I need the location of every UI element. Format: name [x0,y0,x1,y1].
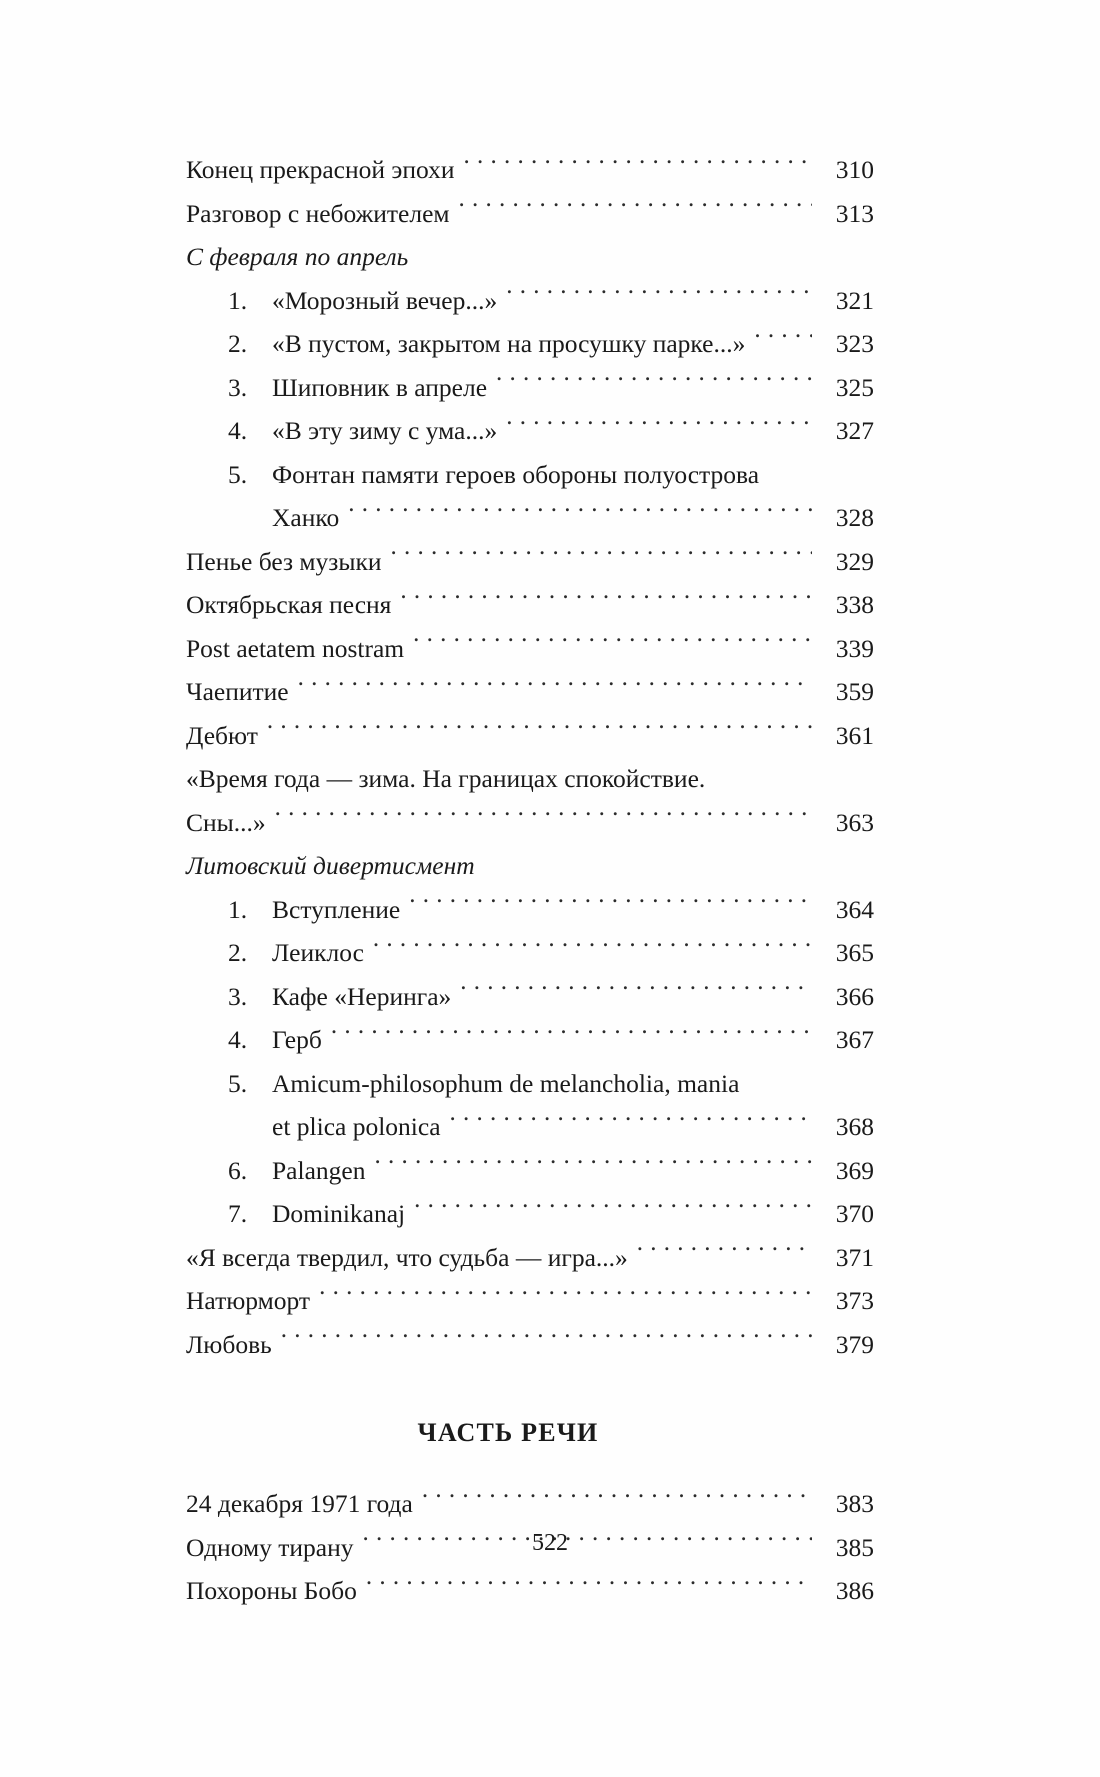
toc-entry-page: 386 [835,1576,874,1605]
toc-entry-title: Post aetatem nostram [186,633,405,663]
toc-entry-title: Похороны Бобо [186,1576,357,1605]
toc-entry-page: 310 [835,155,874,184]
toc-entry[interactable] [186,583,874,627]
toc-entry[interactable] [186,1192,874,1236]
toc-entry-number: 2. [228,329,248,358]
toc-entry-page: 361 [835,720,874,750]
toc-entry[interactable] [186,366,874,410]
toc-entry-page: 329 [835,546,874,576]
toc-entry-number: 3. [228,981,248,1011]
dot-leader [373,936,812,962]
dot-leader [637,1240,812,1266]
dot-leader [331,1023,812,1049]
toc-entry-title: Кафе «Неринга» [272,981,452,1011]
toc-entry-page: 364 [835,894,874,924]
toc-entry-number: 1. [228,285,248,315]
toc-entry-page: 365 [835,938,874,967]
toc-entry-title: Чаепитие [186,677,289,706]
toc-entry-page: 339 [835,633,874,663]
toc-entry-title: Леиклос [272,938,364,967]
toc-entry[interactable] [186,279,874,323]
toc-entry[interactable] [186,975,874,1019]
dot-leader [409,892,812,918]
toc-entry-page: 359 [835,677,874,706]
dot-leader [460,979,812,1005]
toc-entry-page: 366 [835,981,874,1011]
toc-entry-title: Натюрморт [186,1286,311,1315]
toc-entry-page: 327 [835,416,874,445]
toc-entry-continuation[interactable] [186,496,874,540]
toc-entry[interactable] [186,888,874,932]
dot-leader [413,631,812,657]
toc-entry-title: Одному тирану [186,1532,354,1562]
toc-entry[interactable] [186,1018,874,1062]
toc-entry-page: 323 [835,329,874,358]
toc-entry-title: Dominikanaj [272,1199,406,1228]
toc-entry-title: «Время года — зима. На границах спокойствие. [186,764,706,793]
toc-entry-page: 385 [835,1532,874,1562]
dot-leader [391,544,812,570]
toc-entry-title: Фонтан памяти героев обороны полуострова [272,459,760,489]
toc-entry[interactable] [186,1569,874,1613]
toc-entry-page: 383 [835,1489,874,1518]
toc-entry-title: Октябрьская песня [186,590,392,619]
toc-group-heading: С февраля по апрель [186,242,409,271]
toc-entry-number: 5. [228,1068,248,1098]
toc-entry-page: 363 [835,807,874,837]
dot-leader [496,370,812,396]
dot-leader [422,1487,812,1513]
toc-entry-page: 369 [835,1155,874,1185]
toc-entry-number: 3. [228,372,248,402]
toc-entry-page: 325 [835,372,874,402]
toc-entry-number: 4. [228,1025,248,1054]
toc-entry-title: Герб [272,1025,322,1054]
toc-entry-page: 370 [835,1199,874,1228]
dot-leader [506,283,812,309]
toc-entry-title: 24 декабря 1971 года [186,1489,413,1518]
toc-entry-page: 371 [835,1242,874,1272]
dot-leader [267,718,812,744]
dot-leader [754,327,812,353]
toc-entry-title: Разговор с небожителем [186,198,450,228]
dot-leader [400,588,812,614]
toc-entry[interactable] [186,670,874,714]
dot-leader [414,1197,812,1223]
dot-leader [281,1327,812,1353]
table-of-contents [186,148,874,1613]
toc-entry-page: 338 [835,590,874,619]
toc-entry-page: 379 [835,1329,874,1359]
toc-entry[interactable] [186,931,874,975]
dot-leader [348,501,812,527]
toc-entry-title: «В эту зиму с ума...» [272,416,498,445]
toc-entry-page: 368 [835,1112,874,1141]
toc-entry-title: Любовь [186,1329,272,1359]
toc-entry-title: Palangen [272,1155,366,1185]
toc-entry[interactable] [186,1323,874,1367]
toc-entry[interactable] [186,714,874,758]
toc-entry-page: 313 [835,198,874,228]
part-heading: ЧАСТЬ РЕЧИ [417,1418,599,1447]
toc-entry-title-continued: Сны...» [186,807,266,837]
toc-entry-number: 1. [228,894,248,924]
dot-leader [459,196,812,222]
toc-entry[interactable] [186,453,874,497]
toc-entry-page: 367 [835,1025,874,1054]
dot-leader [366,1574,812,1600]
dot-leader [464,153,813,179]
page-folio-number: 522 [532,1530,568,1556]
toc-entry-title: Шиповник в апреле [272,372,488,402]
toc-entry-number: 7. [228,1199,248,1228]
toc-entry[interactable] [186,322,874,366]
toc-entry[interactable] [186,1482,874,1526]
toc-entry-title: «В пустом, закрытом на просушку парке...» [272,329,746,358]
toc-entry-title: Amicum-philosophum de melancholia, mania [272,1068,740,1098]
toc-entry-title: Конец прекрасной эпохи [186,155,455,184]
dot-leader [298,675,812,701]
toc-entry[interactable] [186,192,874,236]
dot-leader [450,1110,812,1136]
toc-entry[interactable] [186,1279,874,1323]
toc-entry-page: 373 [835,1286,874,1315]
toc-entry-title: Дебют [186,720,258,750]
dot-leader [275,805,812,831]
toc-entry[interactable] [186,1062,874,1106]
toc-entry[interactable] [186,1236,874,1280]
toc-entry[interactable] [186,757,874,801]
toc-entry-page: 328 [835,503,874,532]
toc-entry[interactable] [186,627,874,671]
toc-entry-number: 2. [228,938,248,967]
toc-entry-title: «Морозный вечер...» [272,285,498,315]
dot-leader [319,1284,812,1310]
toc-entry[interactable] [186,540,874,584]
toc-entry-title-continued: et plica polonica [272,1112,441,1141]
toc-entry-title-continued: Ханко [272,503,340,532]
toc-entry-continuation[interactable] [186,1105,874,1149]
toc-entry-number: 4. [228,416,248,445]
toc-entry-title: Вступление [272,894,401,924]
dot-leader [374,1153,812,1179]
toc-entry-number: 6. [228,1155,248,1185]
toc-entry-page: 321 [835,285,874,315]
toc-group-heading: Литовский дивертисмент [186,851,475,880]
toc-entry-number: 5. [228,459,248,489]
toc-entry[interactable] [186,148,874,192]
toc-entry[interactable] [186,409,874,453]
dot-leader [506,414,812,440]
toc-entry-title: «Я всегда твердил, что судьба — игра...» [186,1242,628,1272]
toc-entry[interactable] [186,1149,874,1193]
toc-entry-title: Пенье без музыки [186,546,382,576]
toc-entry-continuation[interactable] [186,801,874,845]
